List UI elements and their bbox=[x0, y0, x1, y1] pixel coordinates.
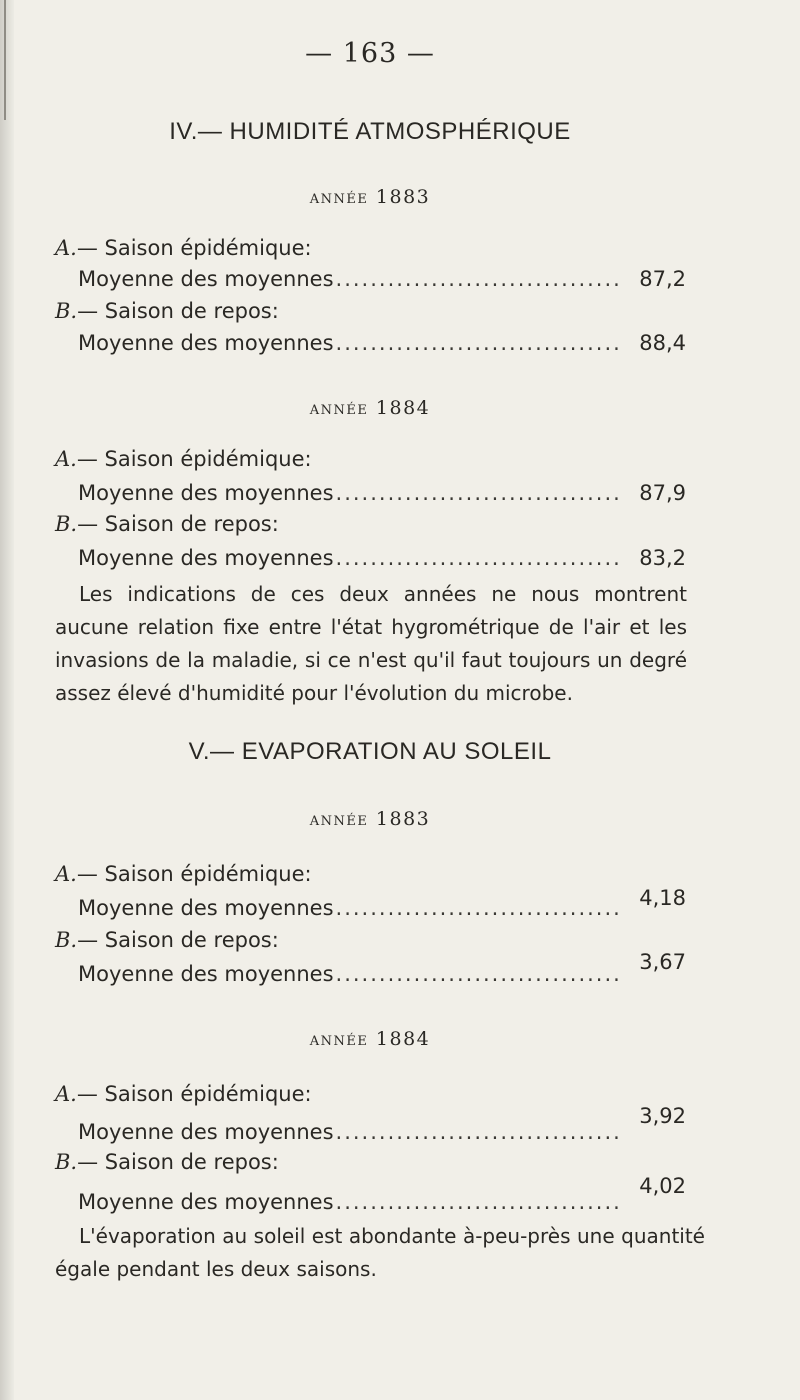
evaporation-1883-a-label bbox=[55, 862, 312, 886]
row-value: 87,9 bbox=[639, 481, 686, 505]
row-label: Moyenne des moyennes bbox=[78, 481, 334, 505]
evaporation-year-1884-heading bbox=[0, 1028, 740, 1050]
season-letter: A. bbox=[55, 236, 77, 260]
leader-dots bbox=[336, 546, 618, 570]
leader-dots bbox=[336, 267, 618, 291]
season-label-text: — Saison épidémique: bbox=[76, 862, 312, 886]
humidity-1883-a-label bbox=[55, 236, 312, 260]
row-value: 83,2 bbox=[639, 546, 686, 570]
season-label-text: — Saison épidémique: bbox=[76, 447, 312, 471]
leader-dots bbox=[336, 962, 618, 986]
row-label: Moyenne des moyennes bbox=[78, 1190, 334, 1214]
year-heading-number: 1884 bbox=[375, 397, 431, 419]
leader-dots bbox=[336, 1120, 618, 1144]
season-letter: B. bbox=[55, 1150, 78, 1174]
evaporation-1884-a-label bbox=[55, 1082, 312, 1106]
evaporation-1883-a-row bbox=[78, 886, 686, 924]
evaporation-1883-b-row bbox=[78, 950, 686, 990]
year-heading-word: année bbox=[309, 186, 369, 208]
season-letter: B. bbox=[55, 299, 78, 323]
season-label-text: — Saison de repos: bbox=[77, 928, 279, 952]
year-heading-word: année bbox=[309, 1028, 369, 1050]
humidity-1883-b-row bbox=[78, 331, 686, 359]
row-label: Moyenne des moyennes bbox=[78, 896, 334, 920]
season-letter: A. bbox=[55, 862, 77, 886]
evaporation-year-1883-heading bbox=[0, 808, 740, 830]
row-label: Moyenne des moyennes bbox=[78, 546, 334, 570]
humidity-1883-a-row bbox=[78, 267, 686, 295]
season-label-text: — Saison épidémique: bbox=[76, 236, 312, 260]
humidity-1883-b-label bbox=[55, 299, 279, 323]
season-label-text: — Saison épidémique: bbox=[76, 1082, 312, 1106]
humidity-1884-a-label bbox=[55, 447, 312, 471]
year-heading-word: année bbox=[309, 397, 369, 419]
evaporation-1883-b-label bbox=[55, 928, 279, 952]
humidity-section-title: IV.— HUMIDITÉ ATMOSPHÉRIQUE bbox=[169, 118, 571, 145]
humidity-1884-b-label bbox=[55, 512, 279, 536]
season-label-text: — Saison de repos: bbox=[77, 512, 279, 536]
year-heading-number: 1883 bbox=[375, 808, 431, 830]
year-heading-number: 1884 bbox=[375, 1028, 431, 1050]
row-value: 87,2 bbox=[639, 267, 686, 291]
row-value: 4,18 bbox=[639, 886, 686, 910]
leader-dots bbox=[336, 896, 618, 920]
season-label-text: — Saison de repos: bbox=[77, 1150, 279, 1174]
humidity-1884-a-row bbox=[78, 481, 686, 509]
evaporation-1884-b-row bbox=[78, 1174, 686, 1218]
humidity-conclusion: Les indications de ces deux années ne nous montrent aucune relation fixe entre l'état hygrométrique de l'air et les invasions de la maladie, si ce n'est qu'il faut toujours un degré assez élevé d'humidité pour l'évolution du microbe. bbox=[55, 582, 687, 705]
leader-dots bbox=[336, 331, 618, 355]
scan-edge bbox=[0, 0, 14, 1400]
season-letter: A. bbox=[55, 447, 77, 471]
leader-dots bbox=[336, 481, 618, 505]
humidity-year-1884-heading bbox=[0, 397, 740, 419]
season-letter: B. bbox=[55, 512, 78, 536]
row-value: 3,67 bbox=[639, 950, 686, 974]
row-value: 3,92 bbox=[639, 1104, 686, 1128]
page-number: — 163 — bbox=[305, 38, 435, 69]
evaporation-section-title: V.— EVAPORATION AU SOLEIL bbox=[188, 738, 552, 765]
evaporation-conclusion: L'évaporation au soleil est abondante à-peu-près une quantité égale pendant les deux saisons. bbox=[55, 1224, 705, 1281]
row-value: 88,4 bbox=[639, 331, 686, 355]
evaporation-1884-a-row bbox=[78, 1104, 686, 1148]
evaporation-1884-b-label bbox=[55, 1150, 279, 1174]
leader-dots bbox=[336, 1190, 618, 1214]
row-value: 4,02 bbox=[639, 1174, 686, 1198]
year-heading-word: année bbox=[309, 808, 369, 830]
row-label: Moyenne des moyennes bbox=[78, 267, 334, 291]
humidity-year-1883-heading bbox=[0, 186, 740, 208]
season-label-text: — Saison de repos: bbox=[77, 299, 279, 323]
row-label: Moyenne des moyennes bbox=[78, 331, 334, 355]
row-label: Moyenne des moyennes bbox=[78, 962, 334, 986]
season-letter: B. bbox=[55, 928, 78, 952]
year-heading-number: 1883 bbox=[375, 186, 431, 208]
humidity-1884-b-row bbox=[78, 546, 686, 574]
row-label: Moyenne des moyennes bbox=[78, 1120, 334, 1144]
season-letter: A. bbox=[55, 1082, 77, 1106]
